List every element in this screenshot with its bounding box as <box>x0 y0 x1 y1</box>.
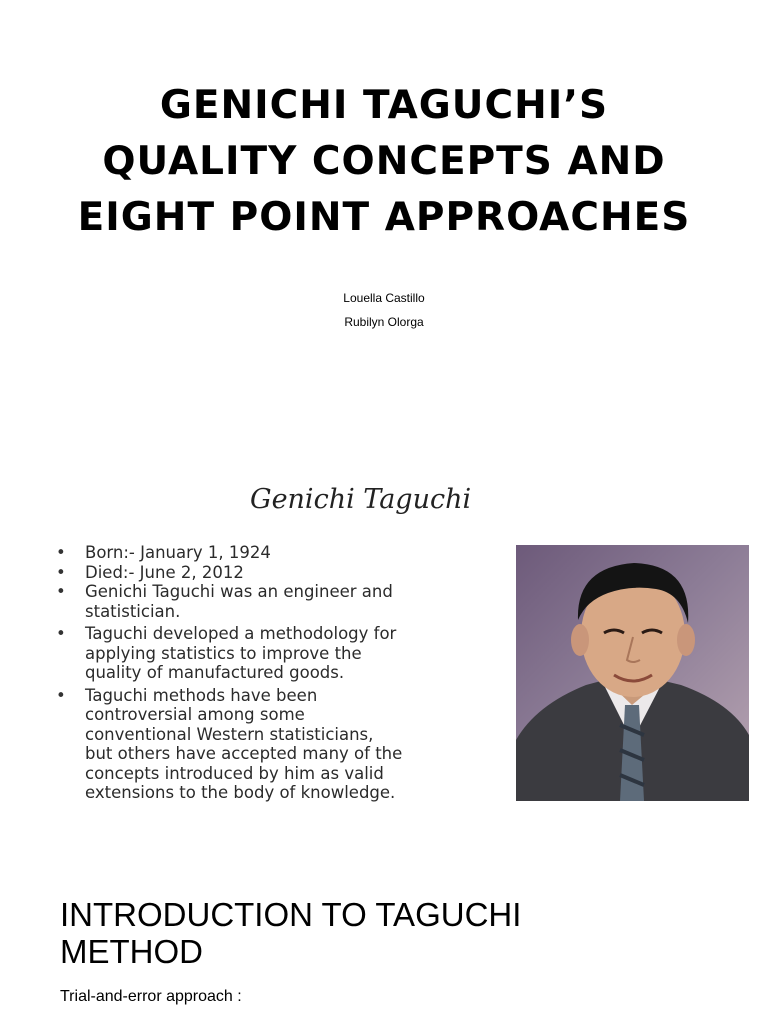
bullet-line: Died:- June 2, 2012 <box>85 562 244 582</box>
bio-bullet-born <box>52 543 492 563</box>
title-line-3: EIGHT POINT APPROACHES <box>77 195 691 240</box>
bullet-line: statistician. <box>85 601 181 621</box>
bio-bullet-controversy <box>52 686 492 803</box>
bullet-line: • Taguchi developed a methodology for <box>85 624 397 643</box>
title-line-1: GENICHI TAGUCHI’S <box>159 83 609 128</box>
bio-heading: Genichi Taguchi <box>250 484 472 515</box>
portrait-photo <box>516 545 749 801</box>
bio-bullet-list <box>52 543 492 803</box>
section-heading <box>60 896 720 970</box>
bullet-line: • Taguchi methods have been <box>85 685 318 705</box>
author-name: Rubilyn Olorga <box>344 315 424 329</box>
bullet-line: concepts introduced by him as valid <box>85 763 384 783</box>
portrait-illustration <box>516 545 749 801</box>
author-name: Louella Castillo <box>343 291 425 305</box>
bullet-line: quality of manufactured goods. <box>85 663 345 682</box>
heading-line-1: INTRODUCTION TO TAGUCHI <box>60 896 522 933</box>
slide-title <box>0 78 768 246</box>
bio-bullet-methodology <box>52 624 492 683</box>
bio-bullet-engineer <box>52 582 492 621</box>
intro-subtitle: Trial-and-error approach : <box>60 988 242 1005</box>
bullet-line: but others have accepted many of the <box>85 744 403 763</box>
bullet-line: extensions to the body of knowledge. <box>85 783 396 802</box>
title-line-2: QUALITY CONCEPTS AND <box>102 139 666 184</box>
bullet-line: conventional Western statisticians, <box>85 724 374 744</box>
author-list <box>0 286 768 334</box>
bio-bullet-died <box>52 563 492 583</box>
heading-line-2: METHOD <box>60 933 203 970</box>
bullet-line: • Genichi Taguchi was an engineer and <box>85 582 393 601</box>
bullet-line: controversial among some <box>85 705 305 724</box>
bullet-line: Born:- January 1, 1924 <box>85 543 271 562</box>
bullet-line: applying statistics to improve the <box>85 643 362 663</box>
